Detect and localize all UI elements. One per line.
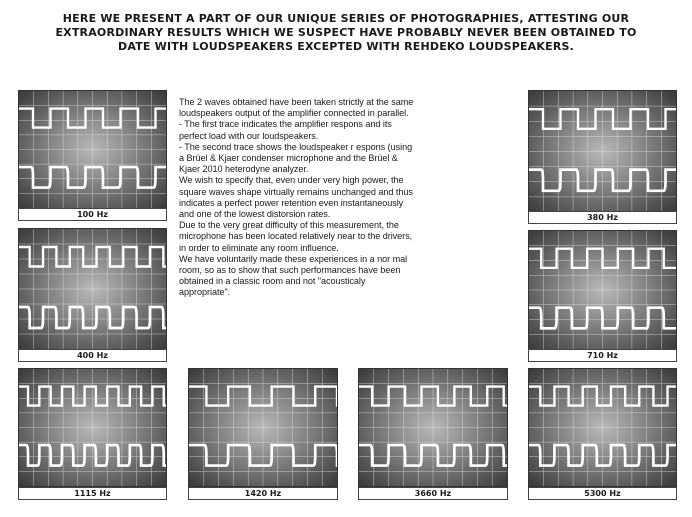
oscilloscope-photo [18,228,167,350]
oscilloscope-screen [19,369,166,486]
frequency-label: 400 Hz [18,349,167,362]
body-line: perfect load with our loudspeakers. [179,130,319,141]
oscilloscope-screen [529,369,676,486]
oscilloscope-screen [529,91,676,212]
body-line: and one of the lowest distorsion rates. [179,209,331,220]
heading-line: EXTRAORDINARY RESULTS WHICH WE SUSPECT HAVE PROBABLY NEVER BEEN OBTAINED TO [55,26,637,39]
body-line: Due to the very great difficulty of this measurement, the [179,220,399,231]
body-line: obtained in a classic room and not "acousticaly [179,276,366,287]
frequency-label: 710 Hz [528,349,677,362]
body-line: square waves shape virtually remains unchanged and thus [179,186,413,197]
body-line: indicates a perfect power retention even instantaneously [179,197,404,208]
oscilloscope-photo [528,230,677,350]
oscilloscope-photo [18,90,167,209]
oscilloscope-screen [359,369,507,486]
oscilloscope-photo [18,368,167,487]
oscilloscope-screen [19,229,166,349]
body-line: microphone has been located relatively near to the drivers, [179,231,413,242]
oscilloscope-photo [358,368,508,487]
frequency-label: 380 Hz [528,211,677,224]
frequency-label: 3660 Hz [358,487,508,500]
body-line: We have voluntarily made these experiences in a nor mal [179,253,408,264]
body-line: Kjaer 2010 heterodyne analyzer. [179,164,309,175]
body-line: appropriate". [179,287,231,298]
body-text [179,97,506,299]
oscilloscope-screen [19,91,166,208]
oscilloscope-screen [529,231,676,349]
body-line: We wish to specify that, even under very high power, the [179,175,404,186]
body-line: a Brüel & Kjaer condenser microphone and the Brüel & [179,153,398,164]
page-heading [40,12,652,54]
oscilloscope-screen [189,369,337,486]
body-line: - The second trace shows the loudspeaker r espons (using [179,141,413,152]
heading-line: HERE WE PRESENT A PART OF OUR UNIQUE SERIES OF PHOTOGRAPHIES, ATTESTING OUR [62,12,630,25]
oscilloscope-photo [188,368,338,487]
body-line: in order to eliminate any room influence. [179,242,339,253]
frequency-label: 1115 Hz [18,487,167,500]
frequency-label: 5300 Hz [528,487,677,500]
body-line: The 2 waves obtained have been taken strictly at the same [179,97,414,107]
oscilloscope-photo [528,90,677,213]
frequency-label: 100 Hz [18,208,167,221]
body-line: - The first trace indicates the amplifier respons and its [179,119,392,130]
frequency-label: 1420 Hz [188,487,338,500]
body-line: room, so as to show that such performances have been [179,265,401,276]
oscilloscope-photo [528,368,677,487]
heading-line: DATE WITH LOUDSPEAKERS EXCEPTED WITH REHDEKO LOUDSPEAKERS. [118,40,574,53]
body-line: loudspeakers output of the amplifier connected in parallel. [179,108,409,119]
